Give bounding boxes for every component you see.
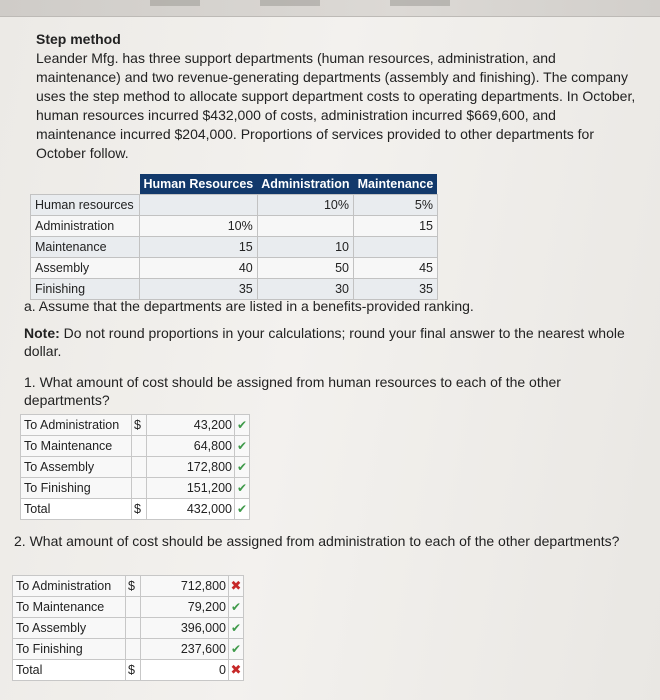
header-administration: Administration [257,174,353,195]
row-label: Assembly [31,258,140,279]
check-icon [229,639,244,660]
answer-row [21,499,250,520]
answer-input[interactable]: 43,200 [147,415,235,436]
check-icon [229,597,244,618]
row-label: Administration [31,216,140,237]
check-icon: ✔ [236,418,248,432]
answer-row [13,660,244,681]
problem-intro [36,30,636,163]
check-icon [235,499,250,520]
q2-answer-table [12,575,244,681]
cell-administration: 30 [257,279,353,300]
answer-label: To Administration [21,415,132,436]
row-label: Human resources [31,195,140,216]
currency-symbol: $ [126,576,141,597]
answer-label: To Maintenance [21,436,132,457]
cell-administration: 10 [257,237,353,258]
currency-symbol [126,597,141,618]
cell-maintenance: 35 [353,279,437,300]
answer-row [21,478,250,499]
cell-administration: 50 [257,258,353,279]
answer-input[interactable]: 432,000 [147,499,235,520]
currency-symbol [132,478,147,499]
question-1-text: 1. What amount of cost should be assigned from human resources to each of the other departments? [24,374,561,408]
note-text: Do not round proportions in your calculations; round your final answer to the nearest whole dollar. [24,325,625,359]
q1-answer-table [20,414,250,520]
cell-maintenance [353,237,437,258]
check-icon: ✔ [230,642,242,656]
answer-input[interactable]: 151,200 [147,478,235,499]
cut-off-next-question [6,690,36,700]
answer-row [13,639,244,660]
answer-label: To Maintenance [13,597,126,618]
cell-human-resources: 15 [140,237,258,258]
answer-input[interactable]: 237,600 [141,639,229,660]
answer-label: To Assembly [13,618,126,639]
answer-input[interactable]: 64,800 [147,436,235,457]
part-a-intro: a. Assume that the departments are listed in a benefits-provided ranking. [24,298,474,314]
cross-icon [229,660,244,681]
note-label: Note: [24,325,60,341]
cell-maintenance: 45 [353,258,437,279]
row-label: Maintenance [31,237,140,258]
cell-maintenance: 15 [353,216,437,237]
check-icon: ✔ [236,439,248,453]
cell-human-resources [140,195,258,216]
cell-administration [257,216,353,237]
check-icon: ✔ [236,460,248,474]
proportions-row [31,237,438,258]
header-blank [31,174,140,195]
answer-input[interactable]: 712,800 [141,576,229,597]
problem-title: Step method [36,31,121,47]
check-icon: ✔ [236,502,248,516]
answer-row [21,457,250,478]
cell-human-resources: 35 [140,279,258,300]
cross-icon: ✖ [230,578,242,593]
answer-label: To Administration [13,576,126,597]
cell-human-resources: 40 [140,258,258,279]
answer-row [21,436,250,457]
proportions-row [31,216,438,237]
part-a-note [24,324,634,360]
answer-label: To Finishing [21,478,132,499]
proportions-table [30,174,438,300]
answer-row [13,576,244,597]
proportions-header-row [31,174,438,195]
cross-icon [229,576,244,597]
currency-symbol [126,639,141,660]
check-icon [235,457,250,478]
currency-symbol [132,436,147,457]
currency-symbol [132,457,147,478]
problem-paragraph: Leander Mfg. has three support departments (human resources, administration, and maintenance) and two revenue-generating departments (assembly and finishing). The company uses the step method to allocate support department costs to operating departments. In October, human resources incurred $432,000 of costs, administration incurred $669,600, and maintenance incurred $204,000. Proportions of services provided to other departments for October follow. [36,50,636,161]
cell-administration: 10% [257,195,353,216]
answer-label: To Finishing [13,639,126,660]
cell-human-resources: 10% [140,216,258,237]
answer-input[interactable]: 0 [141,660,229,681]
proportions-row [31,258,438,279]
answer-input[interactable]: 396,000 [141,618,229,639]
top-toolbar-strip [0,0,660,17]
answer-label: Total [13,660,126,681]
answer-row [13,597,244,618]
row-label: Finishing [31,279,140,300]
currency-symbol [126,618,141,639]
currency-symbol: $ [132,415,147,436]
currency-symbol: $ [126,660,141,681]
answer-label: Total [21,499,132,520]
answer-row [13,618,244,639]
header-maintenance: Maintenance [353,174,437,195]
answer-row [21,415,250,436]
answer-input[interactable]: 172,800 [147,457,235,478]
check-icon: ✔ [230,600,242,614]
check-icon [229,618,244,639]
cross-icon: ✖ [230,662,242,677]
question-2-text: 2. What amount of cost should be assigned from administration to each of the other departments? [14,533,620,549]
part-a-section [24,297,634,409]
proportions-row [31,195,438,216]
currency-symbol: $ [132,499,147,520]
cell-maintenance: 5% [353,195,437,216]
check-icon: ✔ [230,621,242,635]
check-icon [235,415,250,436]
header-human-resources: Human Resources [140,174,258,195]
check-icon [235,478,250,499]
check-icon [235,436,250,457]
answer-label: To Assembly [21,457,132,478]
answer-input[interactable]: 79,200 [141,597,229,618]
check-icon: ✔ [236,481,248,495]
